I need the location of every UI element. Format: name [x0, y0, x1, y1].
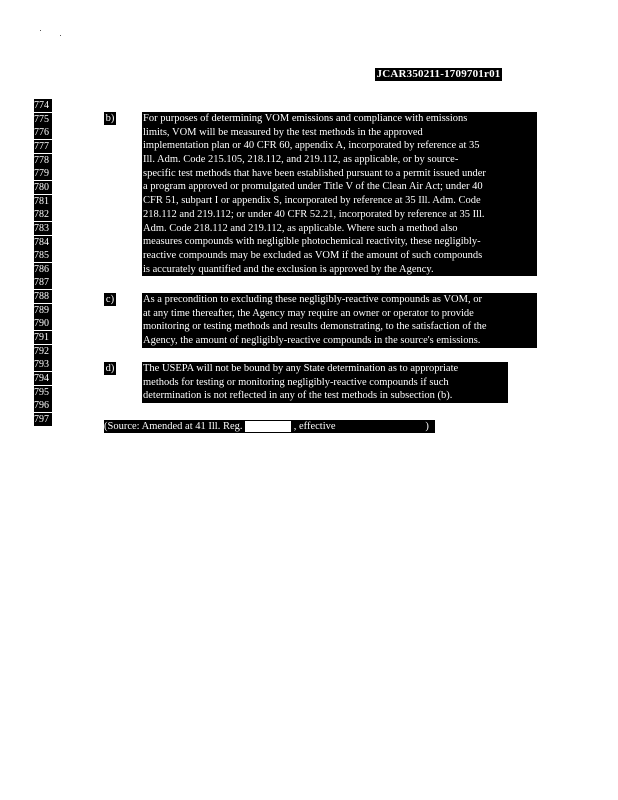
line-number: 774 — [34, 99, 52, 112]
paragraph-line: Adm. Code 218.112 and 219.112, as applicable. Where such a method also — [143, 222, 458, 234]
paragraph-line: implementation plan or 40 CFR 60, appendix A, incorporated by reference at 35 — [143, 140, 480, 152]
line-number: 778 — [34, 154, 52, 167]
paragraph-line: CFR 51, subpart I or appendix S, incorporated by reference at 35 Ill. Adm. Code — [143, 195, 481, 207]
paragraph-line: As a precondition to excluding these negligibly-reactive compounds as VOM, or — [143, 294, 482, 305]
paragraph-line: a program approved or promulgated under Title V of the Clean Air Act; under 40 — [143, 181, 483, 193]
paragraph-marker-b: b) — [105, 113, 115, 124]
paragraph-line: is accurately quantified and the exclusion is approved by the Agency. — [143, 263, 434, 275]
paragraph-line: Ill. Adm. Code 215.105, 218.112, and 219.112, as applicable, or by source- — [143, 154, 459, 166]
paragraph-line: For purposes of determining VOM emissions and compliance with emissions — [143, 113, 468, 124]
line-number: 795 — [34, 386, 52, 399]
paragraph-line: Agency, the amount of negligibly-reactive compounds in the source's emissions. — [143, 335, 481, 347]
line-number: 785 — [34, 249, 52, 262]
paragraph-marker-c: c) — [105, 294, 115, 305]
line-number: 787 — [34, 276, 52, 289]
paragraph-b — [142, 112, 537, 276]
paragraph-line: determination is not reflected in any of the test methods in subsection (b). — [143, 390, 453, 402]
paragraph-c — [142, 293, 537, 348]
scan-speck — [40, 30, 41, 31]
line-number: 792 — [34, 345, 52, 358]
source-note-effective: , effective — [293, 421, 336, 432]
paragraph-line: 218.112 and 219.112; or under 40 CFR 52.21, incorporated by reference at 35 Ill. — [143, 208, 485, 220]
line-number: 775 — [34, 113, 52, 126]
line-number: 797 — [34, 413, 52, 426]
line-number: 794 — [34, 372, 52, 385]
paragraph-d — [142, 362, 508, 403]
line-number: 779 — [34, 167, 52, 180]
source-note-close: ) — [425, 421, 429, 432]
paragraph-line: The USEPA will not be bound by any State determination as to appropriate — [143, 363, 459, 374]
paragraph-line: monitoring or testing methods and results demonstrating, to the satisfaction of the — [143, 321, 487, 333]
line-number: 786 — [34, 263, 52, 276]
paragraph-line: methods for testing or monitoring negligibly-reactive compounds if such — [143, 376, 449, 388]
line-number: 776 — [34, 126, 52, 139]
line-number: 796 — [34, 399, 52, 412]
line-number: 788 — [34, 290, 52, 303]
paragraph-line: at any time thereafter, the Agency may require an owner or operator to provide — [143, 307, 474, 319]
line-number: 793 — [34, 358, 52, 371]
paragraph-marker-d: d) — [105, 363, 115, 374]
source-redaction-blank — [245, 421, 291, 432]
line-number: 782 — [34, 208, 52, 221]
paragraph-line: measures compounds with negligible photochemical reactivity, these negligibly- — [143, 236, 481, 248]
line-number: 781 — [34, 195, 52, 208]
line-number: 791 — [34, 331, 52, 344]
line-number: 777 — [34, 140, 52, 153]
line-number: 783 — [34, 222, 52, 235]
document-id-header: JCAR350211-1709701r01 — [376, 68, 501, 80]
line-number: 780 — [34, 181, 52, 194]
source-note — [104, 420, 435, 433]
scan-speck — [60, 35, 61, 36]
line-number: 784 — [34, 236, 52, 249]
paragraph-line: reactive compounds may be excluded as VOM if the amount of such compounds — [143, 249, 483, 261]
line-number: 789 — [34, 304, 52, 317]
paragraph-line: limits, VOM will be measured by the test methods in the approved — [143, 126, 423, 138]
line-number: 790 — [34, 317, 52, 330]
paragraph-line: specific test methods that have been established pursuant to a permit issued under — [143, 167, 486, 179]
source-note-text: (Source: Amended at 41 Ill. Reg. — [104, 421, 243, 432]
